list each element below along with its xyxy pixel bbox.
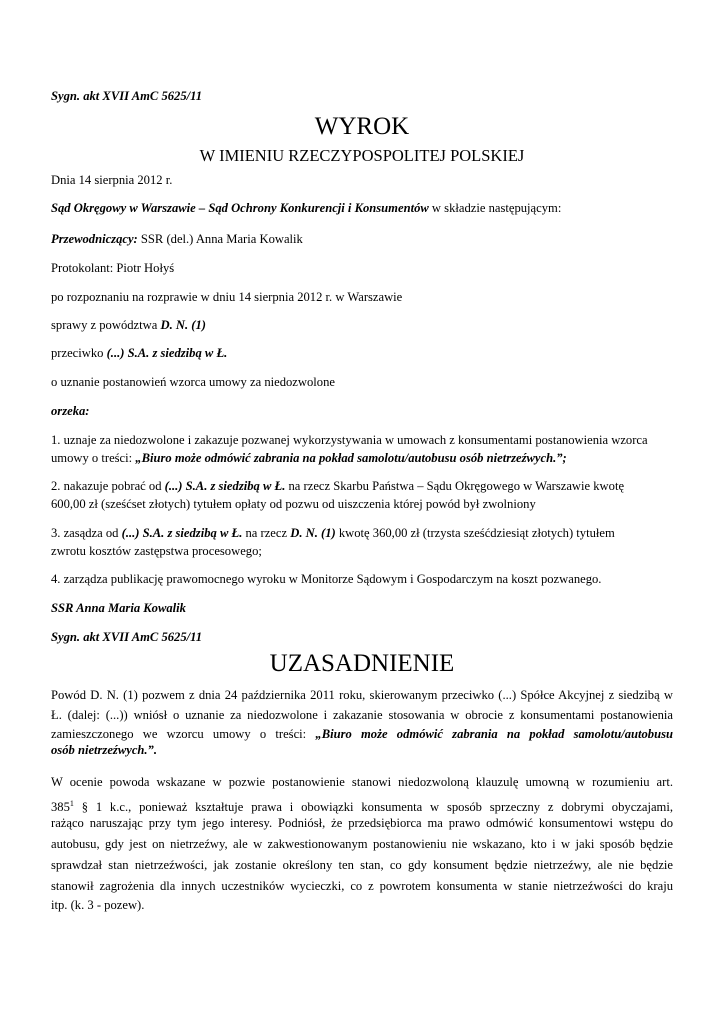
- document-title: WYROK: [314, 113, 410, 140]
- defendant-line: [51, 346, 227, 361]
- reasons-p2-line-4: autobusu, gdy jest on nietrzeźwy, ale w zakwestionowanym postanowieniu nie wskazano, kto i w jaki sposób będzie: [51, 837, 673, 851]
- ruling-1-line-1: 1. uznaje za niedozwolone i zakazuje pozwanej wykorzystywania w umowach z konsumentami postanowienia wzorca: [51, 433, 648, 447]
- ruling-3-suffix: kwotę 360,00 zł (trzysta sześćdziesiąt złotych) tytułem: [335, 526, 615, 540]
- reasons-p2-line-7: itp. (k. 3 - pozew).: [51, 898, 145, 912]
- ruling-2-party: (...) S.A. z siedzibą w Ł.: [164, 479, 286, 493]
- court-name: Sąd Okręgowy w Warszawie – Sąd Ochrony Konkurencji i Konsumentów: [51, 201, 429, 215]
- reasons-p1-prefix: zamieszczonego we wzorcu umowy o treści:: [51, 727, 316, 741]
- judge-signature: SSR Anna Maria Kowalik: [51, 601, 186, 615]
- reasons-p2-line-6: stanowił zagrożenia dla innych uczestników wycieczki, co z powrotem konsumenta w stanie nietrzeźwości do kraju: [51, 879, 673, 893]
- reasons-p2-line-5: sprawdzał stan nietrzeźwości, jak zostanie określony ten stan, co gdy konsument będzie nietrzeźwy, ale nie będzie: [51, 858, 673, 872]
- claimant-line: [51, 318, 206, 333]
- ruling-1-prefix: umowy o treści:: [51, 451, 136, 465]
- reasons-p2-line-2-text: § 1 k.c., ponieważ kształtuje prawa i obowiązki konsumenta w sposób sprzeczny z dobrymi obyczajami,: [73, 800, 673, 814]
- ruling-3-prefix: 3. zasądza od: [51, 526, 122, 540]
- article-number: 385: [51, 800, 70, 814]
- ruling-2-prefix: 2. nakazuje pobrać od: [51, 479, 165, 493]
- reasons-p1-line-1: Powód D. N. (1) pozwem z dnia 24 października 2011 roku, skierowanym przeciwko (...) Spółce Akcyjnej z siedzibą w: [51, 688, 673, 702]
- ruling-1-quote: „Biuro może odmówić zabrania na pokład samolotu/autobusu osób nietrzeźwych.”;: [135, 451, 567, 465]
- rules-label: orzeka:: [51, 404, 90, 418]
- case-subject: o uznanie postanowień wzorca umowy za niedozwolone: [51, 375, 335, 389]
- article-superscript: 1: [69, 799, 74, 808]
- reasons-case-reference: Sygn. akt XVII AmC 5625/11: [51, 630, 203, 644]
- ruling-3-party-2: D. N. (1): [290, 526, 336, 540]
- court-composition: [51, 201, 561, 216]
- chair-value: SSR (del.) Anna Maria Kowalik: [137, 232, 303, 246]
- reasons-p1-line-3: [51, 724, 673, 744]
- reasons-p2-line-1: W ocenie powoda wskazane w pozwie postanowienie stanowi niedozwoloną klauzulę umowną w rozumieniu art.: [51, 775, 673, 789]
- ruling-2-line-1: [51, 479, 624, 494]
- claimant-name: D. N. (1): [160, 318, 206, 332]
- ruling-3-line-2: zwrotu kosztów zastępstwa procesowego;: [51, 544, 262, 558]
- ruling-3-line-1: [51, 526, 615, 541]
- reasons-p2-line-3: rażąco naruszając przy tym jego interesy. Podniósł, że przedsiębiorca ma prawo odmówić konsumentowi wstępu do: [51, 816, 673, 830]
- reasons-p1-quote: „Biuro może odmówić zabrania na pokład samolotu/autobusu: [315, 727, 673, 741]
- chair-label: Przewodniczący:: [51, 232, 138, 246]
- hearing-info: po rozpoznaniu na rozprawie w dniu 14 sierpnia 2012 r. w Warszawie: [51, 290, 403, 304]
- ruling-3-mid: na rzecz: [242, 526, 291, 540]
- ruling-3-party: (...) S.A. z siedzibą w Ł.: [121, 526, 243, 540]
- ruling-2-line-2: 600,00 zł (sześćset złotych) tytułem opłaty od pozwu od uiszczenia której powód był zwolniony: [51, 497, 536, 511]
- reasons-p1-line-4: osób nietrzeźwych.”.: [51, 743, 158, 757]
- court-suffix: w składzie następującym:: [428, 201, 562, 215]
- defendant-prefix: przeciwko: [51, 346, 107, 360]
- claimant-prefix: sprawy z powództwa: [51, 318, 161, 332]
- defendant-name: (...) S.A. z siedzibą w Ł.: [106, 346, 228, 360]
- ruling-2-suffix: na rzecz Skarbu Państwa – Sądu Okręgowego w Warszawie kwotę: [285, 479, 625, 493]
- reasons-p1-line-2: Ł. (dalej: (...)) wniósł o uznanie za niedozwolone i zakazanie stosowania w obrocie z konsumentami postanowienia: [51, 708, 673, 722]
- presiding-judge: [51, 232, 303, 247]
- judgment-date: Dnia 14 sierpnia 2012 r.: [51, 173, 173, 187]
- document-subtitle: W IMIENIU RZECZYPOSPOLITEJ POLSKIEJ: [199, 146, 525, 165]
- case-reference: Sygn. akt XVII AmC 5625/11: [51, 89, 203, 103]
- reasons-title: UZASADNIENIE: [269, 650, 455, 677]
- ruling-1-line-2: [51, 451, 567, 466]
- ruling-4: 4. zarządza publikację prawomocnego wyroku w Monitorze Sądowym i Gospodarczym na koszt pozwanego.: [51, 572, 602, 586]
- clerk: Protokolant: Piotr Hołyś: [51, 261, 175, 275]
